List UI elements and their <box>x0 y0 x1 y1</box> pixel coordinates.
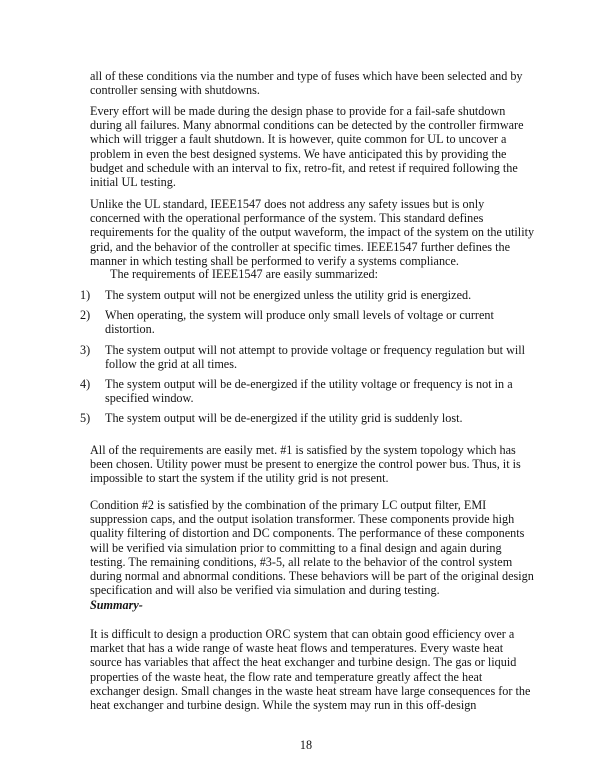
list-item-text: The system output will not be energized unless the utility grid is energized. <box>105 288 472 302</box>
body-paragraph-7 <box>90 627 535 712</box>
requirements-list <box>80 288 535 432</box>
body-paragraph-4 <box>110 267 555 281</box>
list-item-text: The system output will be de-energized if the utility grid is suddenly lost. <box>105 411 463 426</box>
list-item-number: 2) <box>80 308 91 323</box>
body-paragraph-5 <box>90 443 535 486</box>
body-paragraph-2 <box>90 104 535 189</box>
list-item-number: 5) <box>80 411 91 426</box>
paragraph-text: The requirements of IEEE1547 are easily summarized: <box>110 267 379 281</box>
list-item-number: 1) <box>80 288 91 302</box>
list-item-text: The system output will be de-energized if the utility voltage or frequency is not in a specified window. <box>105 377 513 406</box>
list-item-text: When operating, the system will produce only small levels of voltage or current distortion. <box>105 308 494 337</box>
list-item <box>80 308 535 336</box>
paragraph-text: Every effort will be made during the design phase to provide for a fail-safe shutdown during all failures. Many abnormal conditions can be detected by the controller firmware which will trigger a fault shutdown. It is however, quite common for UL to uncover a problem in even the best designed systems. We have anticipated this by providing the budget and schedule with an interval to fix, retro-fit, and retest if required following the initial UL testing. <box>90 104 524 190</box>
list-item <box>80 288 535 302</box>
list-item <box>80 343 535 371</box>
list-item-number: 3) <box>80 342 91 357</box>
list-item-number: 4) <box>80 377 91 392</box>
paragraph-text: Unlike the UL standard, IEEE1547 does not address any safety issues but is only concerned with the operational performance of the system. This standard defines requirements for the quality of the output waveform, the impact of the system on the utility grid, and the behavior of the controller at specific times. IEEE1547 further defines the manner in which testing shall be performed to verify a systems compliance. <box>90 197 535 268</box>
body-paragraph-6 <box>90 498 535 597</box>
body-paragraph-1 <box>90 69 535 97</box>
paragraph-text: Condition #2 is satisfied by the combination of the primary LC output filter, EMI suppression caps, and the output isolation transformer. These components provide high quality filtering of distortion and DC components. The performance of these components will be verified via simulation prior to committing to a final design and again during testing. The remaining conditions, #3-5, all relate to the behavior of the control system during normal and abnormal conditions. These behaviors will be part of the original design specification and will also be verified via simulation and during testing. <box>90 498 534 598</box>
list-item <box>80 377 535 405</box>
paragraph-text: All of the requirements are easily met. #1 is satisfied by the system topology which has been chosen. Utility power must be present to energize the control power bus. Thus, it is impossible to start the system if the utility grid is not present. <box>90 443 521 486</box>
list-item <box>80 411 535 425</box>
paragraph-text: all of these conditions via the number and type of fuses which have been selected and by controller sensing with shutdowns. <box>90 69 523 98</box>
page-number: 18 <box>299 738 313 752</box>
section-heading: Summary- <box>90 598 143 612</box>
list-item-text: The system output will not attempt to provide voltage or frequency regulation but will follow the grid at all times. <box>105 342 526 371</box>
paragraph-text: It is difficult to design a production ORC system that can obtain good efficiency over a market that has a wide range of waste heat flows and temperatures. Every waste heat source has variables that affect the heat exchanger and turbine design. The gas or liquid properties of the waste heat, the flow rate and temperature greatly affect the heat exchanger design. Small changes in the waste heat stream have large consequences for the heat exchanger and turbine design. While the system may run in this off-design <box>90 627 531 713</box>
body-paragraph-3 <box>90 197 535 268</box>
